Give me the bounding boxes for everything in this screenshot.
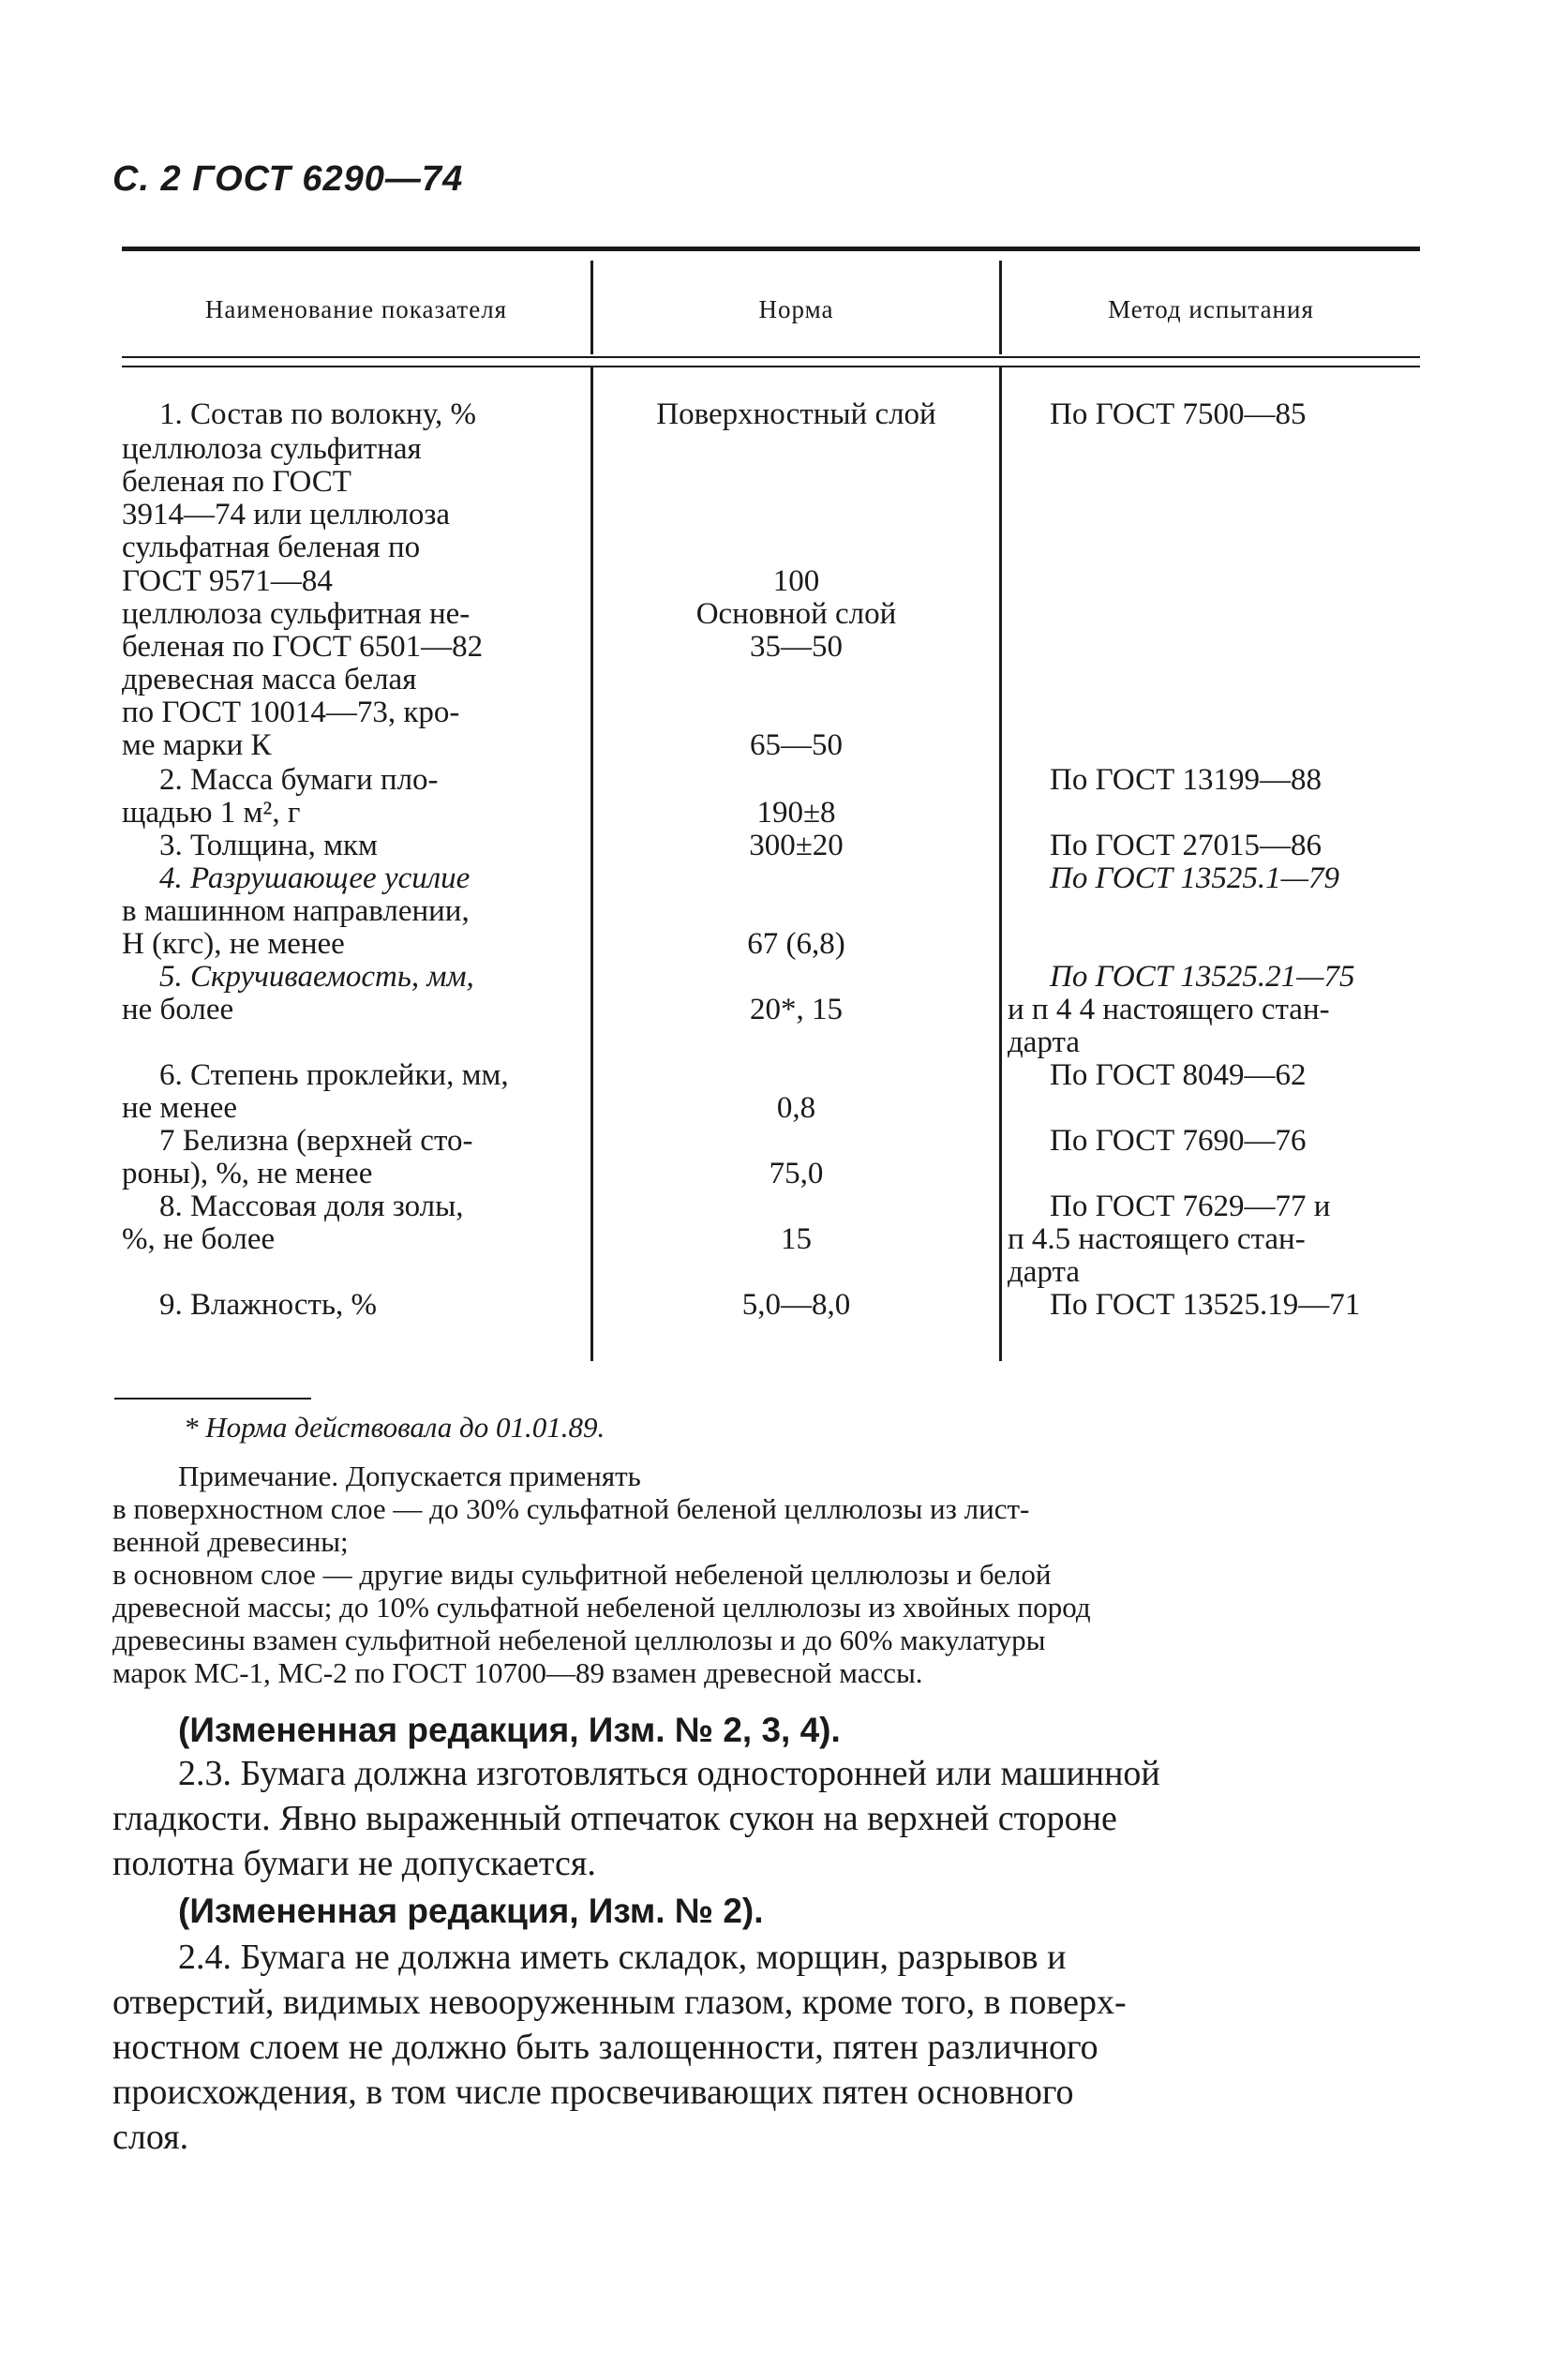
table-cell: не более	[122, 993, 234, 1026]
header-rule	[122, 356, 1420, 358]
paragraph-line: слоя.	[112, 2118, 189, 2157]
col-header-name: Наименование показателя	[204, 295, 508, 323]
paragraph-line: полотна бумаги не допускается.	[112, 1844, 596, 1883]
table-cell: 5. Скручиваемость, мм,	[159, 960, 474, 994]
table-cell: 8. Массовая доля золы,	[159, 1190, 464, 1223]
table-cell: Н (кгс), не менее	[122, 927, 345, 961]
table-cell: По ГОСТ 13525.1—79	[1050, 861, 1339, 895]
note-line: Примечание. Допускается применять	[178, 1459, 641, 1492]
header-rule	[122, 366, 1420, 367]
paragraph-line: происхождения, в том числе просвечивающих пятен основного	[112, 2073, 1074, 2112]
table-cell: По ГОСТ 13525.21—75	[1050, 960, 1355, 994]
table-cell: 7 Белизна (верхней сто-	[159, 1124, 473, 1158]
note-line: венной древесины;	[112, 1525, 349, 1558]
table-cell: 6. Степень проклейки, мм,	[159, 1058, 509, 1092]
table-cell: сульфатная беленая по	[122, 531, 421, 564]
table-cell: 5,0—8,0	[741, 1288, 851, 1322]
paragraph-line: гладкости. Явно выраженный отпечаток сукон на верхней стороне	[112, 1799, 1117, 1838]
footnote-rule	[114, 1398, 311, 1400]
table-cell: беленая по ГОСТ 6501—82	[122, 630, 484, 664]
table-cell: По ГОСТ 13199—88	[1050, 763, 1322, 797]
note-line: в поверхностном слое — до 30% сульфатной беленой целлюлозы из лист-	[112, 1492, 1030, 1525]
table-cell: дарта	[1008, 1025, 1080, 1059]
table-cell: 100	[772, 564, 820, 598]
table-cell: 1. Состав по волокну, %	[159, 397, 476, 431]
note-line: в основном слое — другие виды сульфитной небеленой целлюлозы и белой	[112, 1558, 1052, 1591]
table-cell: Основной слой	[695, 597, 897, 631]
table-cell: ме марки К	[122, 728, 272, 762]
table-cell: 20*, 15	[750, 993, 843, 1026]
amendment-note: (Измененная редакция, Изм. № 2, 3, 4).	[178, 1711, 841, 1749]
col-divider	[590, 367, 593, 1361]
table-cell: ГОСТ 9571—84	[122, 564, 333, 598]
note-line: древесины взамен сульфитной небеленой целлюлозы и до 60% макулатуры	[112, 1624, 1046, 1656]
table-cell: и п 4 4 настоящего стан-	[1008, 993, 1330, 1026]
table-cell: дарта	[1008, 1255, 1080, 1289]
page-header: С. 2 ГОСТ 6290—74	[112, 159, 464, 199]
table-cell: 65—50	[750, 728, 843, 762]
table-top-rule	[122, 247, 1420, 251]
note-line: марок МС-1, МС-2 по ГОСТ 10700—89 взамен древесной массы.	[112, 1656, 923, 1689]
table-cell: 3. Толщина, мкм	[159, 829, 378, 862]
table-cell: роны), %, не менее	[122, 1157, 373, 1190]
col-header-norm: Норма	[758, 295, 834, 323]
col-divider	[999, 367, 1002, 1361]
table-cell: щадью 1 м², г	[122, 796, 301, 830]
table-cell: в машинном направлении,	[122, 894, 470, 928]
table-cell: По ГОСТ 7500—85	[1050, 397, 1307, 431]
amendment-note: (Измененная редакция, Изм. № 2).	[178, 1892, 764, 1930]
paragraph-line: отверстий, видимых невооруженным глазом, кроме того, в поверх-	[112, 1983, 1127, 2022]
table-cell: не менее	[122, 1091, 238, 1125]
paragraph-line: 2.4. Бумага не должна иметь складок, морщин, разрывов и	[178, 1938, 1067, 1977]
table-cell: целлюлоза сульфитная не-	[122, 597, 471, 631]
table-cell: По ГОСТ 7690—76	[1050, 1124, 1307, 1158]
table-cell: 67 (6,8)	[747, 927, 845, 961]
table-cell: 2. Масса бумаги пло-	[159, 763, 439, 797]
table-cell: целлюлоза сульфитная	[122, 432, 422, 466]
table-cell: 0,8	[776, 1091, 816, 1125]
table-cell: 3914—74 или целлюлоза	[122, 498, 451, 531]
table-cell: беленая по ГОСТ	[122, 465, 351, 499]
paragraph-line: ностном слоем не должно быть залощенности, пятен различного	[112, 2028, 1098, 2067]
table-cell: п 4.5 настоящего стан-	[1008, 1222, 1306, 1256]
table-cell: 190±8	[756, 796, 836, 830]
table-cell: По ГОСТ 27015—86	[1050, 829, 1322, 862]
note-line: древесной массы; до 10% сульфатной небеленой целлюлозы из хвойных пород	[112, 1591, 1091, 1624]
table-cell: 15	[781, 1222, 812, 1256]
col-header-method: Метод испытания	[1108, 295, 1314, 323]
table-cell: 300±20	[749, 829, 844, 862]
table-cell: %, не более	[122, 1222, 276, 1256]
table-cell: 9. Влажность, %	[159, 1288, 378, 1322]
paragraph-line: 2.3. Бумага должна изготовляться односторонней или машинной	[178, 1754, 1160, 1793]
table-cell: 75,0	[769, 1157, 824, 1190]
table-cell: По ГОСТ 8049—62	[1050, 1058, 1307, 1092]
table-cell: по ГОСТ 10014—73, кро-	[122, 696, 460, 729]
footnote: * Норма действовала до 01.01.89.	[184, 1411, 605, 1444]
table-cell: Поверхностный слой	[656, 397, 936, 431]
table-cell: древесная масса белая	[122, 663, 417, 696]
table-cell: По ГОСТ 7629—77 и	[1050, 1190, 1331, 1223]
table-cell: 35—50	[750, 630, 843, 664]
table-cell: По ГОСТ 13525.19—71	[1050, 1288, 1361, 1322]
table-cell: 4. Разрушающее усилие	[159, 861, 471, 895]
